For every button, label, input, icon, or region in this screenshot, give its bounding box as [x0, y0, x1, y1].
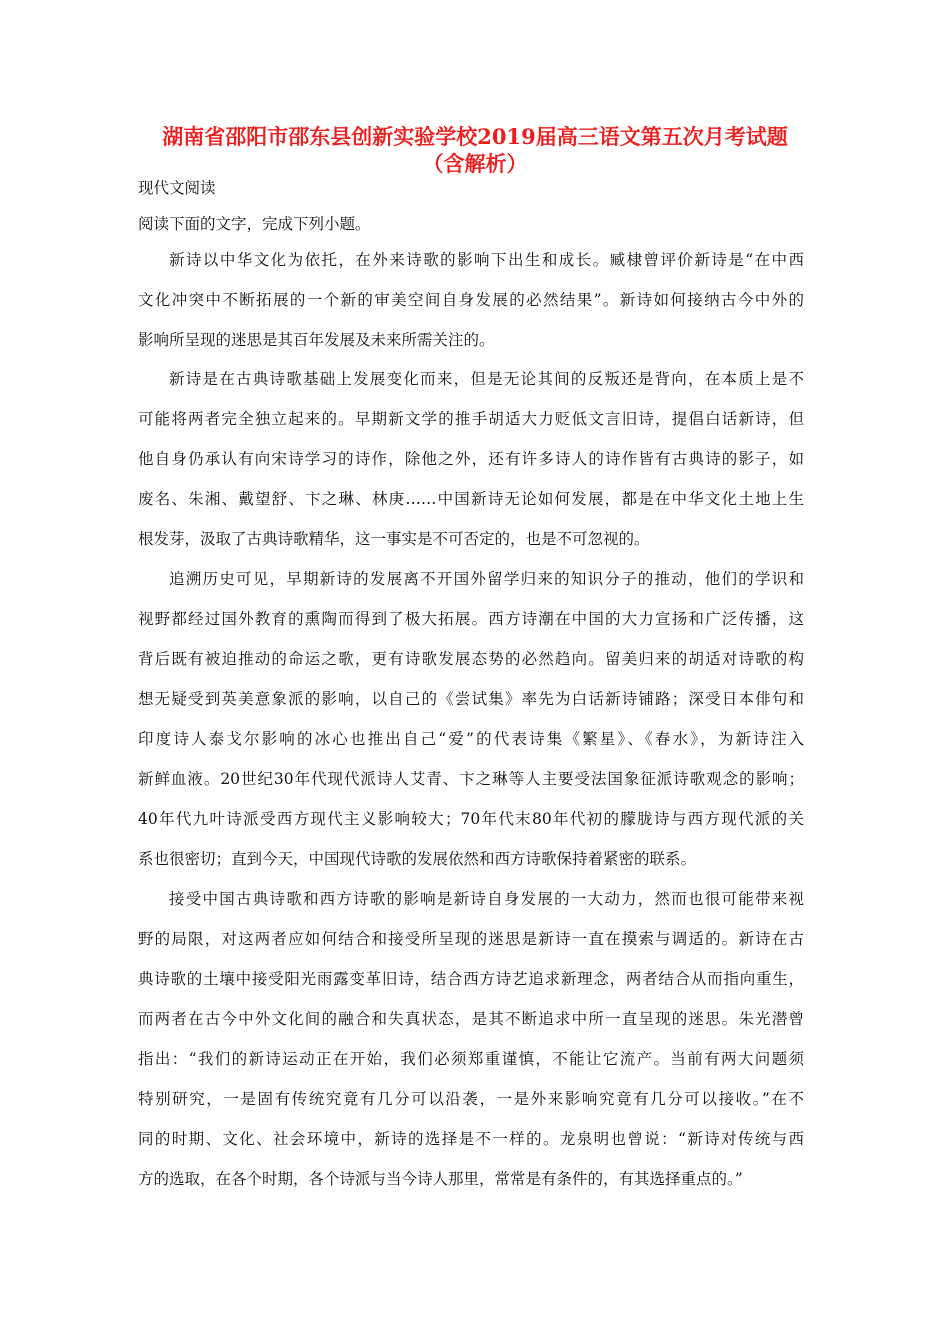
text-line: 同的时期、文化、社会环境中，新诗的选择是不一样的。龙泉明也曾说：“新诗对传统与西 — [138, 1130, 804, 1148]
text-line: 典诗歌的土壤中接受阳光雨露变革旧诗，结合西方诗艺追求新理念，两者结合从而指向重生， — [138, 970, 804, 988]
text-line: 野的局限，对这两者应如何结合和接受所呈现的迷思是新诗一直在摸索与调适的。新诗在古 — [138, 930, 804, 948]
text-line: 追溯历史可见，早期新诗的发展离不开国外留学归来的知识分子的推动，他们的学识和 — [169, 570, 804, 588]
text-line: 废名、朱湘、戴望舒、卞之琳、林庚……中国新诗无论如何发展，都是在中华文化土地上生 — [138, 490, 804, 508]
text-line: 印度诗人泰戈尔影响的冰心也推出自己“爱”的代表诗集《繁星》、《春水》，为新诗注入 — [138, 730, 804, 748]
text-line: 接受中国古典诗歌和西方诗歌的影响是新诗自身发展的一大动力，然而也很可能带来视 — [169, 890, 804, 908]
section-heading: 现代文阅读 — [138, 179, 216, 197]
text-line: 40年代九叶诗派受西方现代主义影响较大；70年代末80年代初的朦胧诗与西方现代派的关 — [138, 810, 804, 828]
reading-instruction: 阅读下面的文字，完成下列小题。 — [138, 215, 371, 233]
text-line: 而两者在古今中外文化间的融合和失真状态，是其不断追求中所一直呈现的迷思。朱光潜曾 — [138, 1010, 804, 1028]
text-line: 视野都经过国外教育的熏陶而得到了极大拓展。西方诗潮在中国的大力宣扬和广泛传播，这 — [138, 610, 804, 628]
text-line: 想无疑受到英美意象派的影响，以自己的《尝试集》率先为白话新诗铺路；深受日本俳句和 — [138, 690, 804, 708]
text-line: 新鲜血液。20世纪30年代现代派诗人艾青、卞之琳等人主要受法国象征派诗歌观念的影响； — [138, 770, 804, 788]
text-line: 背后既有被迫推动的命运之歌，更有诗歌发展态势的必然趋向。留美归来的胡适对诗歌的构 — [138, 650, 804, 668]
text-line: 根发芽，汲取了古典诗歌精华，这一事实是不可否定的，也是不可忽视的。 — [138, 530, 650, 548]
text-line: 方的选取，在各个时期，各个诗派与当今诗人那里，常常是有条件的，有其选择重点的。” — [138, 1170, 743, 1188]
text-line: 可能将两者完全独立起来的。早期新文学的推手胡适大力贬低文言旧诗，提倡白话新诗，但 — [138, 410, 804, 428]
text-line: 新诗以中华文化为依托，在外来诗歌的影响下出生和成长。臧棣曾评价新诗是“在中西 — [169, 251, 804, 269]
text-line: 影响所呈现的迷思是其百年发展及未来所需关注的。 — [138, 331, 495, 349]
document-title: 湖南省邵阳市邵东县创新实验学校2019届高三语文第五次月考试题 — [162, 124, 788, 149]
text-line: 特别研究，一是固有传统究竟有几分可以沿袭，一是外来影响究竟有几分可以接收。”在不 — [138, 1090, 804, 1108]
text-line: 他自身仍承认有向宋诗学习的诗作，除他之外，还有许多诗人的诗作皆有古典诗的影子，如 — [138, 450, 804, 468]
text-line: 系也很密切；直到今天，中国现代诗歌的发展依然和西方诗歌保持着紧密的联系。 — [138, 850, 697, 868]
document-title-subtitle: （含解析） — [422, 151, 528, 176]
text-line: 新诗是在古典诗歌基础上发展变化而来，但是无论其间的反叛还是背向，在本质上是不 — [169, 370, 804, 388]
text-line: 指出：“我们的新诗运动正在开始，我们必须郑重谨慎，不能让它流产。当前有两大问题须 — [138, 1050, 804, 1068]
text-line: 文化冲突中不断拓展的一个新的审美空间自身发展的必然结果”。新诗如何接纳古今中外的 — [138, 291, 804, 309]
